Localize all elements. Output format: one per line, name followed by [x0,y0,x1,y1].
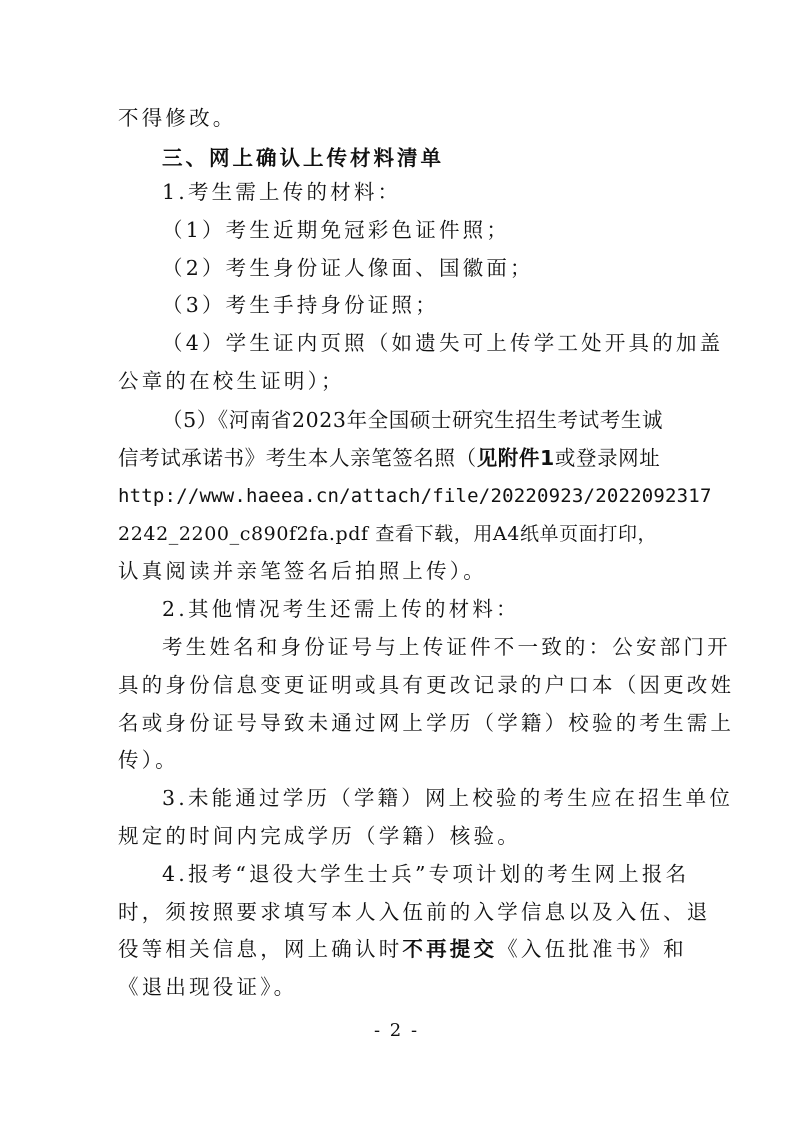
paragraph-line: 公章的在校生证明）； [118,369,345,393]
paragraph-line [118,931,687,967]
list-heading: 2.其他情况考生还需上传的材料： [162,597,520,621]
paragraph-line [118,440,678,476]
paragraph-line: 《退出现役证》。 [118,975,298,999]
list-item: （2）考生身份证人像面、国徽面； [162,256,534,280]
list-item: （5）《河南省2023年全国硕士研究生招生考试考生诚 [162,408,664,432]
paragraph-line: 传）。 [118,748,179,772]
list-item: （1）考生近期免冠彩色证件照； [162,218,511,242]
paragraph-line: 名或身份证号导致未通过网上学历（学籍）校验的考生需上 [118,711,735,735]
page-number: - 2 - [373,1020,420,1041]
paragraph-line: 认真阅读并亲笔签名后拍照上传）。 [118,559,487,583]
text-span: 役等相关信息，网上确认时 [118,937,403,961]
paragraph-line: 4.报考“退役大学生士兵”专项计划的考生网上报名 [162,862,690,886]
list-item: （3）考生手持身份证照； [162,293,439,317]
text-span: 《入伍批准书》和 [497,937,687,961]
url-line: http://www.haeea.cn/attach/file/20220923/2022092317 [118,485,712,507]
text-span: 或登录网址 [554,446,661,470]
paragraph-line: 不得修改。 [118,106,237,130]
paragraph-line: 规定的时间内完成学历（学籍）核验。 [118,824,521,848]
paragraph-line: 时，须按照要求填写本人入伍前的入学信息以及入伍、退 [118,900,711,924]
paragraph-line: 2242_2200_c890f2fa.pdf 查看下载，用A4纸单页面打印， [118,523,658,545]
paragraph-line: 3.未能通过学历（学籍）网上校验的考生应在招生单位 [162,786,734,810]
attachment-reference: 见附件1 [476,446,555,470]
list-item: （4）学生证内页照（如遗失可上传学工处开具的加盖 [162,331,724,355]
paragraph-line: 考生姓名和身份证号与上传证件不一致的：公安部门开 [162,635,731,659]
emphasis-text: 不再提交 [402,937,498,961]
section-heading: 三、网上确认上传材料清单 [162,146,444,170]
text-span: 信考试承诺书》考生本人亲笔签名照（ [118,446,477,470]
paragraph-line: 具的身份信息变更证明或具有更改记录的户口本（因更改姓 [118,673,735,697]
list-heading: 1.考生需上传的材料： [162,180,402,204]
